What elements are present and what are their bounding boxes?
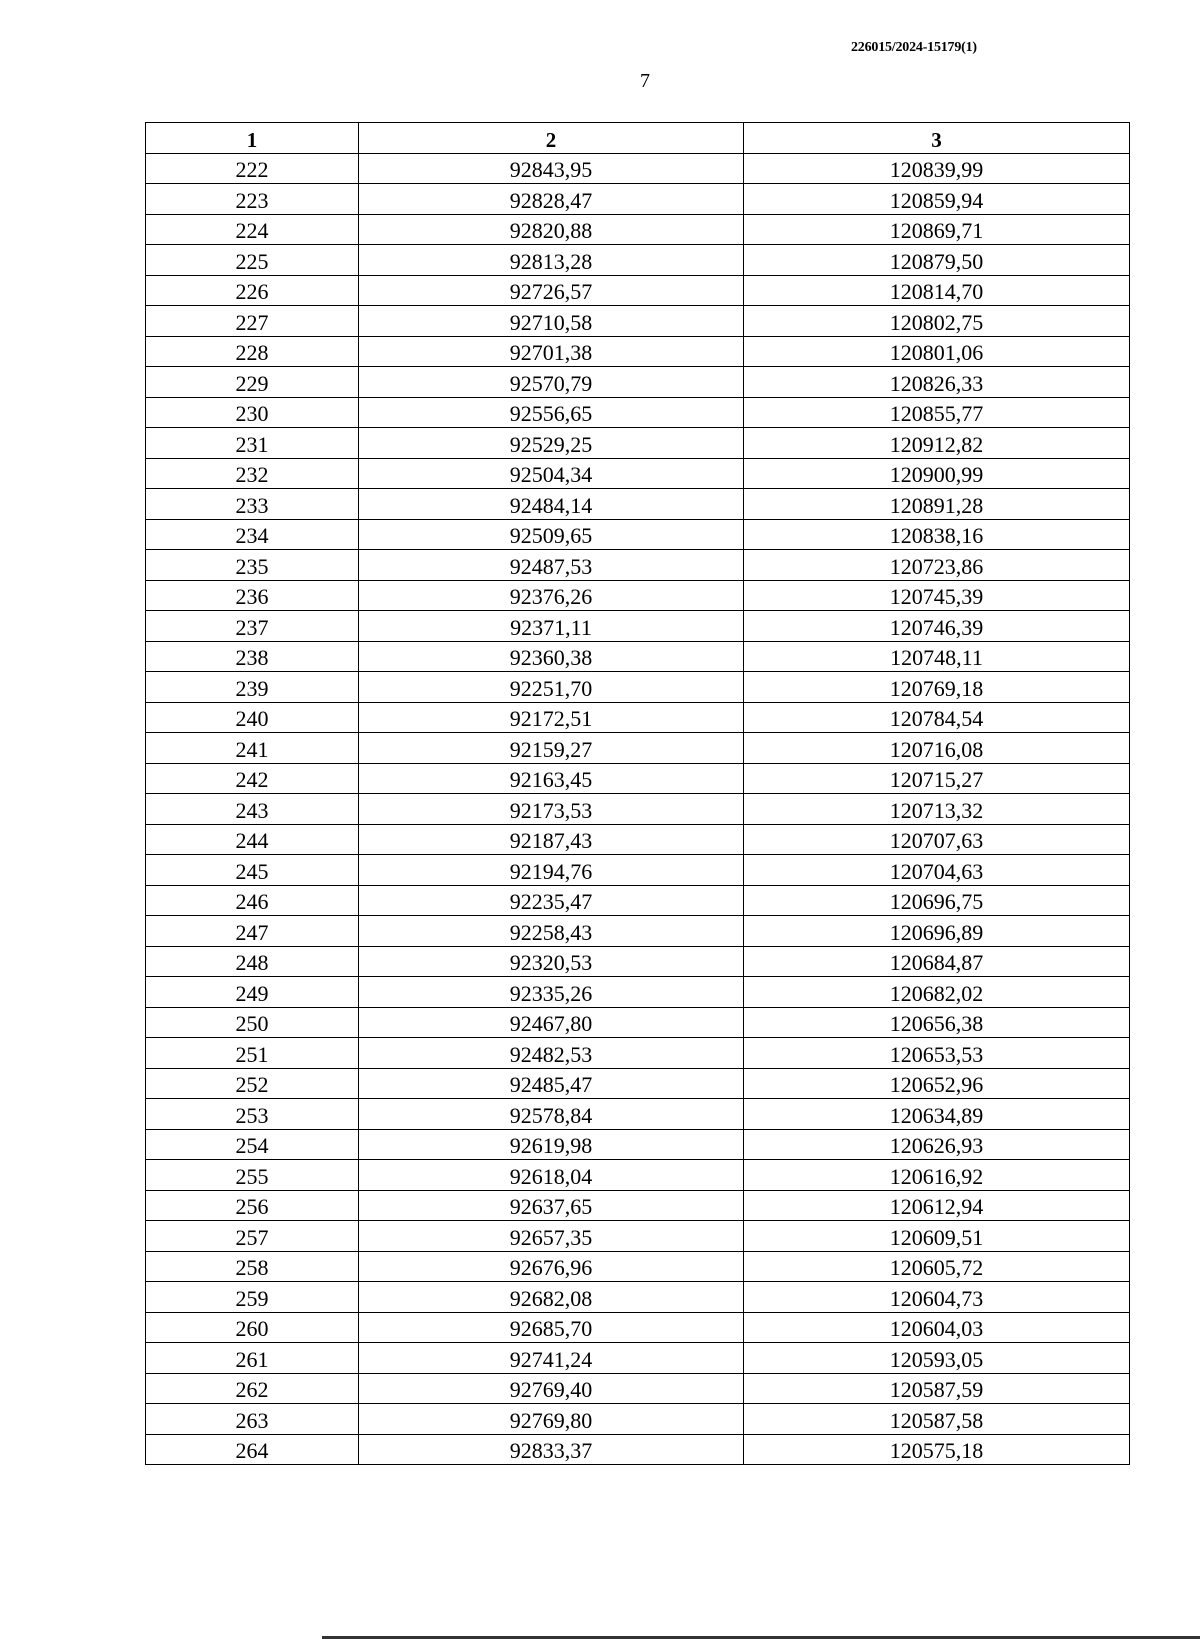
y-coordinate-cell: 120696,75 xyxy=(744,885,1130,916)
point-number-cell: 236 xyxy=(146,580,359,611)
y-coordinate-cell: 120839,99 xyxy=(744,153,1130,184)
x-coordinate-cell: 92504,34 xyxy=(359,458,744,489)
x-coordinate-cell: 92235,47 xyxy=(359,885,744,916)
table-row xyxy=(146,702,1130,733)
x-coordinate-cell: 92578,84 xyxy=(359,1099,744,1130)
point-number-cell: 234 xyxy=(146,519,359,550)
point-number-cell: 252 xyxy=(146,1068,359,1099)
table-row xyxy=(146,1007,1130,1038)
y-coordinate-cell: 120696,89 xyxy=(744,916,1130,947)
table-row xyxy=(146,428,1130,459)
y-coordinate-cell: 120723,86 xyxy=(744,550,1130,581)
header-row xyxy=(146,123,1130,154)
x-coordinate-cell: 92828,47 xyxy=(359,184,744,215)
y-coordinate-cell: 120826,33 xyxy=(744,367,1130,398)
table-header xyxy=(146,123,1130,154)
table-row xyxy=(146,214,1130,245)
table-row xyxy=(146,1434,1130,1465)
x-coordinate-cell: 92710,58 xyxy=(359,306,744,337)
x-coordinate-cell: 92701,38 xyxy=(359,336,744,367)
table-row xyxy=(146,641,1130,672)
point-number-cell: 254 xyxy=(146,1129,359,1160)
point-number-cell: 259 xyxy=(146,1282,359,1313)
table-body xyxy=(146,153,1130,1465)
y-coordinate-cell: 120587,58 xyxy=(744,1404,1130,1435)
document-number: 226015/2024-15179(1) xyxy=(851,40,977,55)
y-coordinate-cell: 120859,94 xyxy=(744,184,1130,215)
x-coordinate-cell: 92843,95 xyxy=(359,153,744,184)
table-row xyxy=(146,885,1130,916)
point-number-cell: 235 xyxy=(146,550,359,581)
x-coordinate-cell: 92833,37 xyxy=(359,1434,744,1465)
table-row xyxy=(146,733,1130,764)
table-row xyxy=(146,946,1130,977)
table-row xyxy=(146,1099,1130,1130)
x-coordinate-cell: 92172,51 xyxy=(359,702,744,733)
point-number-cell: 249 xyxy=(146,977,359,1008)
table-row xyxy=(146,1190,1130,1221)
y-coordinate-cell: 120745,39 xyxy=(744,580,1130,611)
y-coordinate-cell: 120707,63 xyxy=(744,824,1130,855)
x-coordinate-cell: 92529,25 xyxy=(359,428,744,459)
x-coordinate-cell: 92251,70 xyxy=(359,672,744,703)
y-coordinate-cell: 120802,75 xyxy=(744,306,1130,337)
x-coordinate-cell: 92484,14 xyxy=(359,489,744,520)
y-coordinate-cell: 120704,63 xyxy=(744,855,1130,886)
point-number-cell: 260 xyxy=(146,1312,359,1343)
table-row xyxy=(146,336,1130,367)
table-row xyxy=(146,275,1130,306)
table-row xyxy=(146,580,1130,611)
table-row xyxy=(146,611,1130,642)
x-coordinate-cell: 92163,45 xyxy=(359,763,744,794)
table-row xyxy=(146,550,1130,581)
x-coordinate-cell: 92320,53 xyxy=(359,946,744,977)
x-coordinate-cell: 92371,11 xyxy=(359,611,744,642)
table-row xyxy=(146,1312,1130,1343)
x-coordinate-cell: 92335,26 xyxy=(359,977,744,1008)
x-coordinate-cell: 92685,70 xyxy=(359,1312,744,1343)
point-number-cell: 222 xyxy=(146,153,359,184)
point-number-cell: 230 xyxy=(146,397,359,428)
x-coordinate-cell: 92509,65 xyxy=(359,519,744,550)
x-coordinate-cell: 92173,53 xyxy=(359,794,744,825)
x-coordinate-cell: 92487,53 xyxy=(359,550,744,581)
point-number-cell: 243 xyxy=(146,794,359,825)
point-number-cell: 244 xyxy=(146,824,359,855)
x-coordinate-cell: 92159,27 xyxy=(359,733,744,764)
table-row xyxy=(146,1373,1130,1404)
x-coordinate-cell: 92813,28 xyxy=(359,245,744,276)
x-coordinate-cell: 92676,96 xyxy=(359,1251,744,1282)
y-coordinate-cell: 120626,93 xyxy=(744,1129,1130,1160)
table-row xyxy=(146,1404,1130,1435)
y-coordinate-cell: 120656,38 xyxy=(744,1007,1130,1038)
table-row xyxy=(146,1129,1130,1160)
y-coordinate-cell: 120604,03 xyxy=(744,1312,1130,1343)
table-row xyxy=(146,153,1130,184)
point-number-cell: 233 xyxy=(146,489,359,520)
point-number-cell: 245 xyxy=(146,855,359,886)
point-number-cell: 248 xyxy=(146,946,359,977)
table-row xyxy=(146,763,1130,794)
x-coordinate-cell: 92556,65 xyxy=(359,397,744,428)
point-number-cell: 261 xyxy=(146,1343,359,1374)
x-coordinate-cell: 92741,24 xyxy=(359,1343,744,1374)
y-coordinate-cell: 120587,59 xyxy=(744,1373,1130,1404)
point-number-cell: 247 xyxy=(146,916,359,947)
x-coordinate-cell: 92726,57 xyxy=(359,275,744,306)
y-coordinate-cell: 120616,92 xyxy=(744,1160,1130,1191)
x-coordinate-cell: 92618,04 xyxy=(359,1160,744,1191)
table-row xyxy=(146,1282,1130,1313)
y-coordinate-cell: 120746,39 xyxy=(744,611,1130,642)
table-row xyxy=(146,916,1130,947)
point-number-cell: 256 xyxy=(146,1190,359,1221)
y-coordinate-cell: 120869,71 xyxy=(744,214,1130,245)
point-number-cell: 246 xyxy=(146,885,359,916)
point-number-cell: 242 xyxy=(146,763,359,794)
coordinates-table xyxy=(145,122,1130,1465)
table-row xyxy=(146,977,1130,1008)
x-coordinate-cell: 92360,38 xyxy=(359,641,744,672)
table-row xyxy=(146,855,1130,886)
y-coordinate-cell: 120838,16 xyxy=(744,519,1130,550)
point-number-cell: 251 xyxy=(146,1038,359,1069)
point-number-cell: 231 xyxy=(146,428,359,459)
point-number-cell: 263 xyxy=(146,1404,359,1435)
table-row xyxy=(146,1160,1130,1191)
point-number-cell: 239 xyxy=(146,672,359,703)
point-number-cell: 253 xyxy=(146,1099,359,1130)
point-number-cell: 255 xyxy=(146,1160,359,1191)
y-coordinate-cell: 120891,28 xyxy=(744,489,1130,520)
column-header: 3 xyxy=(744,123,1130,154)
x-coordinate-cell: 92187,43 xyxy=(359,824,744,855)
table-row xyxy=(146,1251,1130,1282)
y-coordinate-cell: 120634,89 xyxy=(744,1099,1130,1130)
x-coordinate-cell: 92258,43 xyxy=(359,916,744,947)
x-coordinate-cell: 92637,65 xyxy=(359,1190,744,1221)
y-coordinate-cell: 120653,53 xyxy=(744,1038,1130,1069)
page-number: 7 xyxy=(640,70,650,92)
y-coordinate-cell: 120605,72 xyxy=(744,1251,1130,1282)
table-row xyxy=(146,1038,1130,1069)
y-coordinate-cell: 120748,11 xyxy=(744,641,1130,672)
y-coordinate-cell: 120715,27 xyxy=(744,763,1130,794)
point-number-cell: 241 xyxy=(146,733,359,764)
y-coordinate-cell: 120609,51 xyxy=(744,1221,1130,1252)
table-row xyxy=(146,794,1130,825)
x-coordinate-cell: 92619,98 xyxy=(359,1129,744,1160)
point-number-cell: 228 xyxy=(146,336,359,367)
x-coordinate-cell: 92769,40 xyxy=(359,1373,744,1404)
table-row xyxy=(146,672,1130,703)
table-row xyxy=(146,1068,1130,1099)
point-number-cell: 238 xyxy=(146,641,359,672)
y-coordinate-cell: 120575,18 xyxy=(744,1434,1130,1465)
y-coordinate-cell: 120604,73 xyxy=(744,1282,1130,1313)
x-coordinate-cell: 92485,47 xyxy=(359,1068,744,1099)
point-number-cell: 257 xyxy=(146,1221,359,1252)
table-row xyxy=(146,1343,1130,1374)
y-coordinate-cell: 120713,32 xyxy=(744,794,1130,825)
y-coordinate-cell: 120716,08 xyxy=(744,733,1130,764)
y-coordinate-cell: 120801,06 xyxy=(744,336,1130,367)
point-number-cell: 237 xyxy=(146,611,359,642)
x-coordinate-cell: 92194,76 xyxy=(359,855,744,886)
x-coordinate-cell: 92682,08 xyxy=(359,1282,744,1313)
point-number-cell: 240 xyxy=(146,702,359,733)
point-number-cell: 229 xyxy=(146,367,359,398)
y-coordinate-cell: 120769,18 xyxy=(744,672,1130,703)
y-coordinate-cell: 120784,54 xyxy=(744,702,1130,733)
point-number-cell: 264 xyxy=(146,1434,359,1465)
table-row xyxy=(146,245,1130,276)
x-coordinate-cell: 92467,80 xyxy=(359,1007,744,1038)
y-coordinate-cell: 120593,05 xyxy=(744,1343,1130,1374)
table-row xyxy=(146,367,1130,398)
table-row xyxy=(146,184,1130,215)
y-coordinate-cell: 120684,87 xyxy=(744,946,1130,977)
y-coordinate-cell: 120682,02 xyxy=(744,977,1130,1008)
x-coordinate-cell: 92657,35 xyxy=(359,1221,744,1252)
table-row xyxy=(146,397,1130,428)
table-row xyxy=(146,306,1130,337)
y-coordinate-cell: 120879,50 xyxy=(744,245,1130,276)
point-number-cell: 227 xyxy=(146,306,359,337)
x-coordinate-cell: 92820,88 xyxy=(359,214,744,245)
point-number-cell: 250 xyxy=(146,1007,359,1038)
table-row xyxy=(146,1221,1130,1252)
table-row xyxy=(146,489,1130,520)
y-coordinate-cell: 120814,70 xyxy=(744,275,1130,306)
table-row xyxy=(146,458,1130,489)
table-row xyxy=(146,519,1130,550)
point-number-cell: 225 xyxy=(146,245,359,276)
point-number-cell: 224 xyxy=(146,214,359,245)
point-number-cell: 223 xyxy=(146,184,359,215)
y-coordinate-cell: 120900,99 xyxy=(744,458,1130,489)
point-number-cell: 232 xyxy=(146,458,359,489)
point-number-cell: 226 xyxy=(146,275,359,306)
y-coordinate-cell: 120855,77 xyxy=(744,397,1130,428)
x-coordinate-cell: 92570,79 xyxy=(359,367,744,398)
table-row xyxy=(146,824,1130,855)
x-coordinate-cell: 92376,26 xyxy=(359,580,744,611)
x-coordinate-cell: 92482,53 xyxy=(359,1038,744,1069)
point-number-cell: 262 xyxy=(146,1373,359,1404)
column-header: 2 xyxy=(359,123,744,154)
y-coordinate-cell: 120612,94 xyxy=(744,1190,1130,1221)
column-header: 1 xyxy=(146,123,359,154)
y-coordinate-cell: 120912,82 xyxy=(744,428,1130,459)
x-coordinate-cell: 92769,80 xyxy=(359,1404,744,1435)
point-number-cell: 258 xyxy=(146,1251,359,1282)
y-coordinate-cell: 120652,96 xyxy=(744,1068,1130,1099)
